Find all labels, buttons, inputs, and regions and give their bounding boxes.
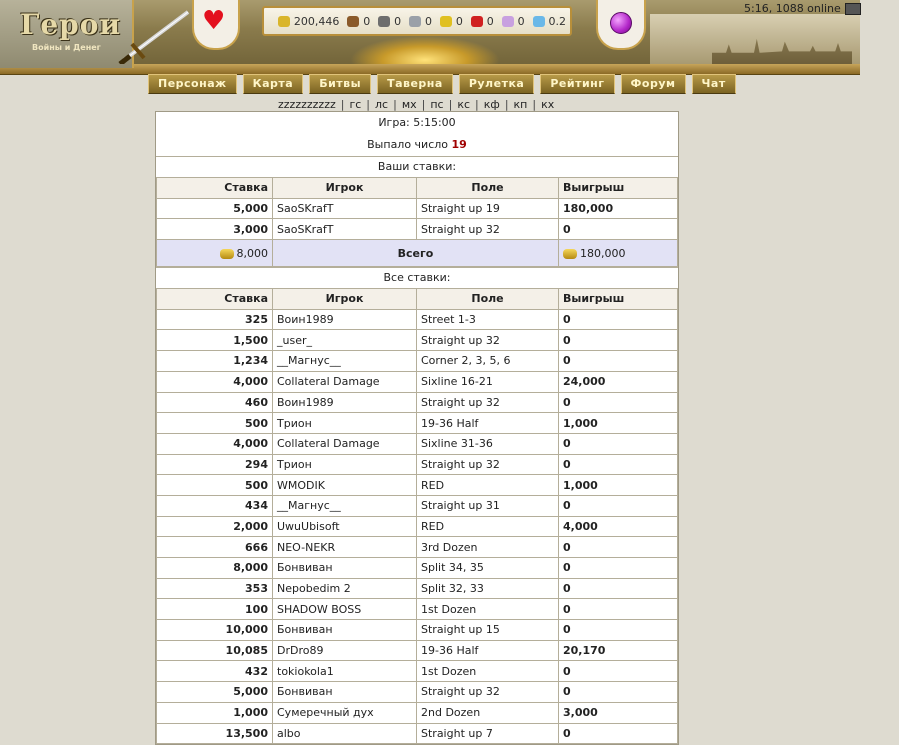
- heart-icon: ♥: [202, 6, 226, 36]
- table-row: [157, 454, 678, 475]
- bet-player[interactable]: Трион: [273, 454, 417, 475]
- subnav-separator: |: [504, 98, 509, 111]
- bet-field: Corner 2, 3, 5, 6: [417, 351, 559, 372]
- bet-win: 0: [559, 309, 678, 330]
- bet-player[interactable]: Nepobedim 2: [273, 578, 417, 599]
- bet-stake: 8,000: [157, 558, 273, 579]
- bet-player[interactable]: SaoSKrafT: [273, 198, 417, 219]
- subnav-separator: |: [421, 98, 426, 111]
- bet-stake: 432: [157, 661, 273, 682]
- nav-item[interactable]: Битвы: [309, 74, 371, 94]
- resources-panel: [262, 6, 572, 36]
- bet-stake: 3,000: [157, 219, 273, 240]
- bet-field: 19-36 Half: [417, 413, 559, 434]
- table-row: [157, 433, 678, 454]
- bet-win: 0: [559, 620, 678, 641]
- bet-win: 180,000: [559, 198, 678, 219]
- bet-player[interactable]: albo: [273, 723, 417, 744]
- subnav-link[interactable]: мх: [401, 98, 417, 111]
- bet-win: 20,170: [559, 640, 678, 661]
- bet-win: 0: [559, 537, 678, 558]
- resource-value: 0.2: [548, 14, 566, 28]
- table-row: [157, 309, 678, 330]
- col-stake: Ставка: [157, 289, 273, 310]
- bet-field: Straight up 32: [417, 330, 559, 351]
- bet-player[interactable]: __Магнус__: [273, 351, 417, 372]
- subnav-link[interactable]: zzzzzzzzzz: [278, 98, 336, 111]
- city-banner: [650, 14, 860, 64]
- nav-item[interactable]: Рейтинг: [540, 74, 614, 94]
- bet-player[interactable]: Бонвиван: [273, 682, 417, 703]
- sword-icon: [118, 6, 198, 64]
- crystal-icon: [471, 16, 483, 27]
- col-field: Поле: [417, 178, 559, 199]
- table-row: [157, 599, 678, 620]
- nav-item[interactable]: Карта: [243, 74, 304, 94]
- bet-field: 1st Dozen: [417, 599, 559, 620]
- bet-player[interactable]: Collateral Damage: [273, 371, 417, 392]
- bet-win: 4,000: [559, 516, 678, 537]
- bet-stake: 1,234: [157, 351, 273, 372]
- table-row: [157, 371, 678, 392]
- table-header-row: [157, 289, 678, 310]
- mail-icon[interactable]: [845, 3, 861, 15]
- table-row: [157, 198, 678, 219]
- table-row: [157, 495, 678, 516]
- main-nav: [148, 74, 736, 94]
- bet-field: 3rd Dozen: [417, 537, 559, 558]
- bet-win: 0: [559, 558, 678, 579]
- resource-value: 200,446: [293, 14, 340, 28]
- bet-win: 0: [559, 454, 678, 475]
- bet-stake: 294: [157, 454, 273, 475]
- table-header-row: [157, 178, 678, 199]
- subnav-link[interactable]: кс: [457, 98, 471, 111]
- table-row: [157, 558, 678, 579]
- bet-player[interactable]: SaoSKrafT: [273, 219, 417, 240]
- bet-field: Straight up 32: [417, 454, 559, 475]
- bet-field: 1st Dozen: [417, 661, 559, 682]
- total-stake-value: 8,000: [236, 246, 268, 260]
- bet-stake: 434: [157, 495, 273, 516]
- header-ornament: [350, 36, 500, 66]
- table-row: [157, 723, 678, 744]
- bet-stake: 666: [157, 537, 273, 558]
- result-label: Выпало число: [367, 138, 449, 151]
- subnav-link[interactable]: лс: [375, 98, 389, 111]
- bet-player[interactable]: UwuUbisoft: [273, 516, 417, 537]
- bet-stake: 100: [157, 599, 273, 620]
- bet-field: Straight up 31: [417, 495, 559, 516]
- bet-player[interactable]: Бонвиван: [273, 620, 417, 641]
- total-label: Всего: [273, 240, 559, 267]
- bet-field: Street 1-3: [417, 309, 559, 330]
- bet-field: RED: [417, 516, 559, 537]
- health-button[interactable]: [192, 0, 240, 50]
- bet-stake: 1,000: [157, 702, 273, 723]
- sulfur-icon: [440, 16, 452, 27]
- gold-icon: [278, 16, 290, 27]
- bet-stake: 2,000: [157, 516, 273, 537]
- table-row: [157, 578, 678, 599]
- subnav-separator: |: [340, 98, 345, 111]
- bet-win: 0: [559, 330, 678, 351]
- table-row: [157, 475, 678, 496]
- all-bets-table: [156, 288, 678, 744]
- bet-player[interactable]: Трион: [273, 413, 417, 434]
- bet-stake: 10,000: [157, 620, 273, 641]
- subnav-separator: |: [366, 98, 371, 111]
- bet-player[interactable]: Воин1989: [273, 392, 417, 413]
- total-stake: [157, 240, 273, 267]
- online-status: [744, 2, 861, 15]
- table-row: [157, 516, 678, 537]
- bet-field: Straight up 32: [417, 219, 559, 240]
- bet-field: Straight up 32: [417, 392, 559, 413]
- bet-field: RED: [417, 475, 559, 496]
- mana-button[interactable]: [596, 0, 646, 50]
- bet-field: Straight up 32: [417, 682, 559, 703]
- table-row: [157, 640, 678, 661]
- resource-value: 0: [455, 14, 463, 28]
- nav-item[interactable]: Персонаж: [148, 74, 237, 94]
- resource-value: 0: [425, 14, 432, 28]
- resource-value: 0: [363, 14, 371, 28]
- bet-win: 0: [559, 599, 678, 620]
- bet-field: Split 32, 33: [417, 578, 559, 599]
- bet-player[interactable]: WMODIK: [273, 475, 417, 496]
- bet-stake: 5,000: [157, 198, 273, 219]
- bet-win: 0: [559, 392, 678, 413]
- total-win: [559, 240, 678, 267]
- bet-stake: 353: [157, 578, 273, 599]
- resource-value: 0: [394, 14, 402, 28]
- bet-stake: 4,000: [157, 371, 273, 392]
- bet-field: 19-36 Half: [417, 640, 559, 661]
- col-stake: Ставка: [157, 178, 273, 199]
- bet-stake: 500: [157, 413, 273, 434]
- col-player: Игрок: [273, 289, 417, 310]
- wood-icon: [347, 16, 359, 27]
- bet-player[interactable]: NEO-NEKR: [273, 537, 417, 558]
- bet-player[interactable]: Воин1989: [273, 309, 417, 330]
- roulette-results: [155, 111, 679, 745]
- table-row: [157, 682, 678, 703]
- table-row: [157, 392, 678, 413]
- bet-stake: 500: [157, 475, 273, 496]
- bet-field: Split 34, 35: [417, 558, 559, 579]
- table-row: [157, 620, 678, 641]
- table-row: [157, 702, 678, 723]
- bet-field: 2nd Dozen: [417, 702, 559, 723]
- subnav-separator: |: [532, 98, 537, 111]
- bet-win: 3,000: [559, 702, 678, 723]
- nav-item[interactable]: Таверна: [377, 74, 453, 94]
- bet-stake: 1,500: [157, 330, 273, 351]
- subnav-separator: |: [448, 98, 453, 111]
- bet-stake: 460: [157, 392, 273, 413]
- subnav-link[interactable]: кх: [541, 98, 555, 111]
- bet-field: Sixline 16-21: [417, 371, 559, 392]
- table-row: [157, 413, 678, 434]
- your-bets-table: [156, 177, 678, 267]
- total-win-value: 180,000: [580, 246, 626, 260]
- table-row: [157, 351, 678, 372]
- nav-item[interactable]: Форум: [621, 74, 686, 94]
- result-number: 19: [451, 138, 467, 151]
- game-time: 5:15:00: [413, 116, 456, 129]
- bet-player[interactable]: Сумеречный дух: [273, 702, 417, 723]
- table-row: [157, 537, 678, 558]
- bet-field: Straight up 15: [417, 620, 559, 641]
- game-label: Игра:: [378, 116, 410, 129]
- bet-win: 0: [559, 351, 678, 372]
- subnav-link[interactable]: кф: [483, 98, 500, 111]
- gold-icon: [563, 249, 577, 259]
- bet-stake: 325: [157, 309, 273, 330]
- bet-stake: 5,000: [157, 682, 273, 703]
- bet-win: 0: [559, 723, 678, 744]
- bet-win: 0: [559, 661, 678, 682]
- mercury-icon: [409, 16, 421, 27]
- diamond-icon: [533, 16, 545, 27]
- table-row: [157, 330, 678, 351]
- subnav-separator: |: [475, 98, 479, 111]
- game-header: [0, 0, 899, 100]
- subnav-separator: |: [393, 98, 397, 111]
- bet-stake: 13,500: [157, 723, 273, 744]
- col-win: Выигрыш: [559, 178, 678, 199]
- bet-player[interactable]: Collateral Damage: [273, 433, 417, 454]
- logo[interactable]: [0, 0, 134, 68]
- table-row: [157, 219, 678, 240]
- online-text: 5:16, 1088 online: [744, 2, 841, 15]
- gems-icon: [502, 16, 514, 27]
- nav-item[interactable]: Чат: [692, 74, 736, 94]
- subnav-link[interactable]: кп: [513, 98, 528, 111]
- city-skyline: [712, 36, 852, 64]
- bet-player[interactable]: __Магнус__: [273, 495, 417, 516]
- bet-win: 0: [559, 495, 678, 516]
- bet-player[interactable]: Бонвиван: [273, 558, 417, 579]
- bet-player[interactable]: _user_: [273, 330, 417, 351]
- bet-player[interactable]: DrDro89: [273, 640, 417, 661]
- gold-icon: [220, 249, 234, 259]
- all-bets-label: Все ставки:: [156, 267, 678, 288]
- bet-win: 0: [559, 578, 678, 599]
- bet-field: Straight up 7: [417, 723, 559, 744]
- bet-field: Sixline 31-36: [417, 433, 559, 454]
- bet-win: 1,000: [559, 413, 678, 434]
- total-row: [157, 240, 678, 267]
- bet-win: 24,000: [559, 371, 678, 392]
- bet-field: Straight up 19: [417, 198, 559, 219]
- logo-subtitle: Войны и Денег: [32, 43, 101, 52]
- bet-win: 0: [559, 682, 678, 703]
- game-time-row: [156, 112, 678, 134]
- bet-player[interactable]: SHADOW BOSS: [273, 599, 417, 620]
- subnav-link[interactable]: пс: [430, 98, 444, 111]
- bet-win: 0: [559, 219, 678, 240]
- bet-stake: 10,085: [157, 640, 273, 661]
- col-field: Поле: [417, 289, 559, 310]
- sub-nav: [278, 98, 554, 111]
- nav-item[interactable]: Рулетка: [459, 74, 535, 94]
- result-row: [156, 134, 678, 156]
- col-player: Игрок: [273, 178, 417, 199]
- table-row: [157, 661, 678, 682]
- bet-win: 1,000: [559, 475, 678, 496]
- subnav-link[interactable]: гс: [349, 98, 362, 111]
- bet-player[interactable]: tokiokola1: [273, 661, 417, 682]
- bet-stake: 4,000: [157, 433, 273, 454]
- col-win: Выигрыш: [559, 289, 678, 310]
- your-bets-label: Ваши ставки:: [156, 156, 678, 177]
- bet-win: 0: [559, 433, 678, 454]
- potion-icon: [610, 12, 632, 34]
- resource-value: 0: [517, 14, 525, 28]
- resource-value: 0: [486, 14, 494, 28]
- logo-title: Герои: [20, 8, 122, 41]
- ore-icon: [378, 16, 390, 27]
